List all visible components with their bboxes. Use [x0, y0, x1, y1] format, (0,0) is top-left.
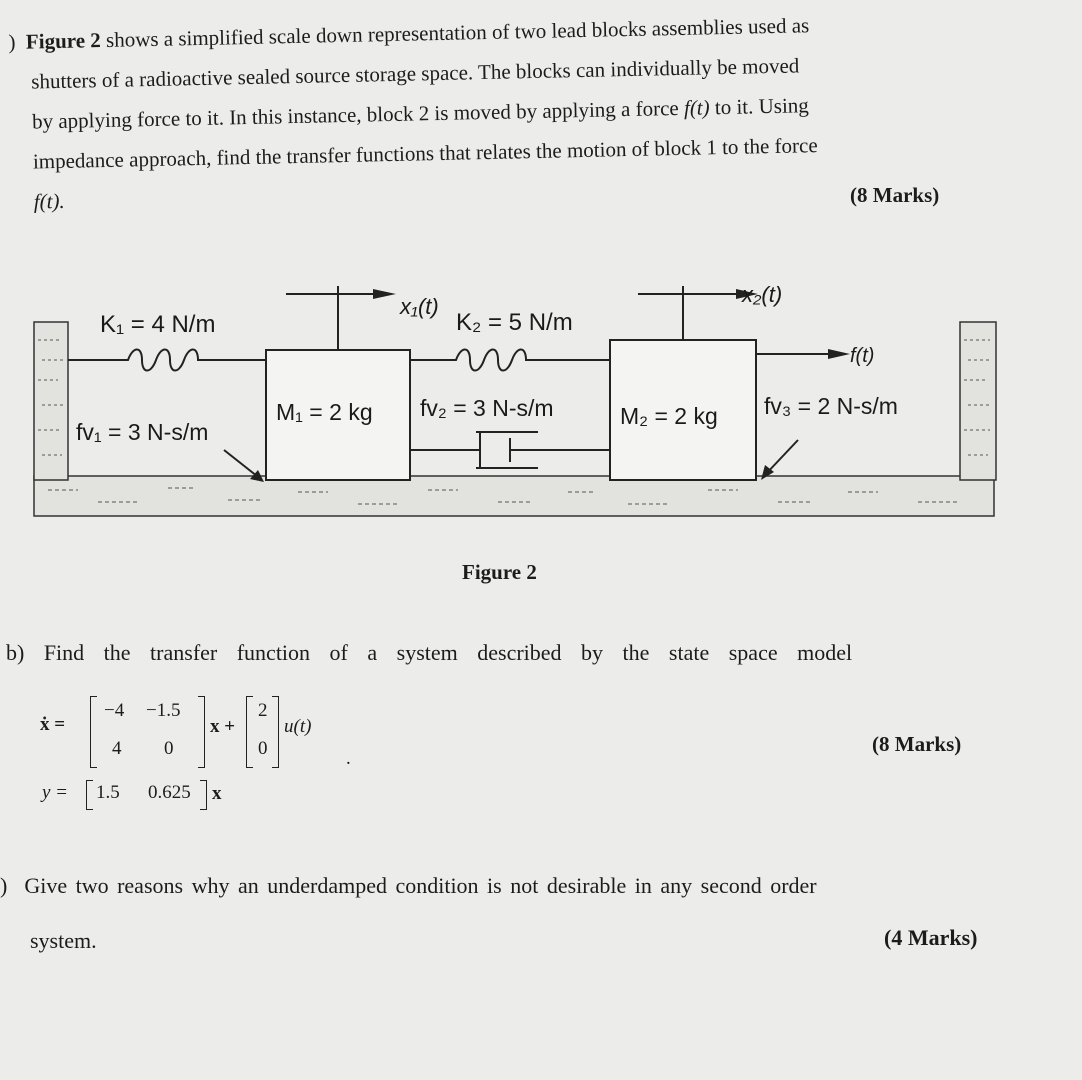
- state-vector: x: [212, 783, 222, 804]
- x2-arrow-line: [638, 286, 736, 340]
- ground: [34, 476, 994, 516]
- question-c-label: ): [0, 873, 8, 898]
- question-a-text-2: shutters of a radioactive sealed source storage space. The blocks can individually be moved: [31, 53, 800, 94]
- matrix-a-left-bracket: [90, 696, 97, 768]
- right-wall: [960, 322, 996, 480]
- question-c-line-1: [0, 873, 817, 899]
- figure-2-diagram: [28, 280, 1008, 530]
- question-a-text-5: f(t).: [33, 188, 65, 214]
- force-symbol: f(t): [683, 95, 710, 120]
- x2-label: x₂(t): [742, 282, 783, 307]
- matrix-a-21: 4: [112, 738, 122, 759]
- question-c-text: Give two reasons why an underdamped condition is not desirable in any second order: [24, 873, 817, 898]
- mechanical-system-svg: [28, 280, 1008, 530]
- fv3-label: fv₃ = 2 N-s/m: [764, 393, 898, 419]
- matrix-b-1: 2: [258, 700, 268, 721]
- fv2-label: fv₂ = 3 N-s/m: [420, 395, 554, 421]
- matrix-b-left-bracket: [246, 696, 253, 768]
- matrix-a-22: 0: [164, 738, 174, 759]
- matrix-c-1: 1.5: [96, 782, 120, 803]
- matrix-c-2: 0.625: [148, 782, 191, 803]
- matrix-a-12: −1.5: [146, 700, 181, 721]
- m1-label: M₁ = 2 kg: [276, 399, 373, 425]
- k2-label: K₂ = 5 N/m: [456, 309, 573, 336]
- k1-label: K₁ = 4 N/m: [100, 311, 216, 338]
- state-derivative-symbol: ẋ =: [40, 714, 66, 735]
- question-a-marks: (8 Marks): [850, 183, 940, 207]
- matrix-b-2: 0: [258, 738, 268, 759]
- figure-caption: Figure 2: [462, 560, 537, 584]
- matrix-a-11: −4: [104, 700, 125, 721]
- matrix-b-right-bracket: [272, 696, 279, 768]
- m2-label: M₂ = 2 kg: [620, 403, 718, 429]
- state-plus: x +: [210, 716, 236, 737]
- question-a-text-3a: by applying force to it. In this instance, block 2 is moved by applying a force: [31, 95, 679, 134]
- question-a: [8, 2, 972, 222]
- equation-period: .: [346, 748, 351, 769]
- question-a-label: ): [8, 29, 16, 54]
- output-y: y =: [42, 782, 69, 803]
- question-a-text-3b: to it. Using: [714, 93, 810, 120]
- force-label: f(t): [850, 345, 875, 367]
- question-a-text-4: impedance approach, find the transfer functions that relates the motion of block 1 to the force: [32, 133, 818, 174]
- input-u: u(t): [284, 716, 312, 737]
- question-a-text-1: shows a simplified scale down representation of two lead blocks assemblies used as: [105, 13, 810, 52]
- fv1-label: fv₁ = 3 N-s/m: [76, 419, 209, 445]
- question-b-marks: (8 Marks): [872, 732, 962, 756]
- damper-fv2: [410, 432, 610, 468]
- matrix-c-right-bracket: [200, 780, 207, 810]
- question-c-text-2: system.: [30, 928, 97, 953]
- question-c-marks: (4 Marks): [884, 925, 978, 950]
- spring-k2: [410, 350, 610, 371]
- force-arrowhead: [828, 349, 850, 359]
- matrix-c-left-bracket: [86, 780, 93, 810]
- question-b-text: b) Find the transfer function of a system described by the state space model: [6, 640, 853, 665]
- figure-reference: Figure 2: [25, 28, 102, 54]
- spring-k1: [68, 350, 266, 371]
- x1-label: x₁(t): [400, 294, 439, 319]
- left-wall: [34, 322, 68, 480]
- x1-arrow-line: [286, 286, 373, 350]
- x1-arrowhead: [373, 289, 396, 299]
- matrix-a-right-bracket: [198, 696, 205, 768]
